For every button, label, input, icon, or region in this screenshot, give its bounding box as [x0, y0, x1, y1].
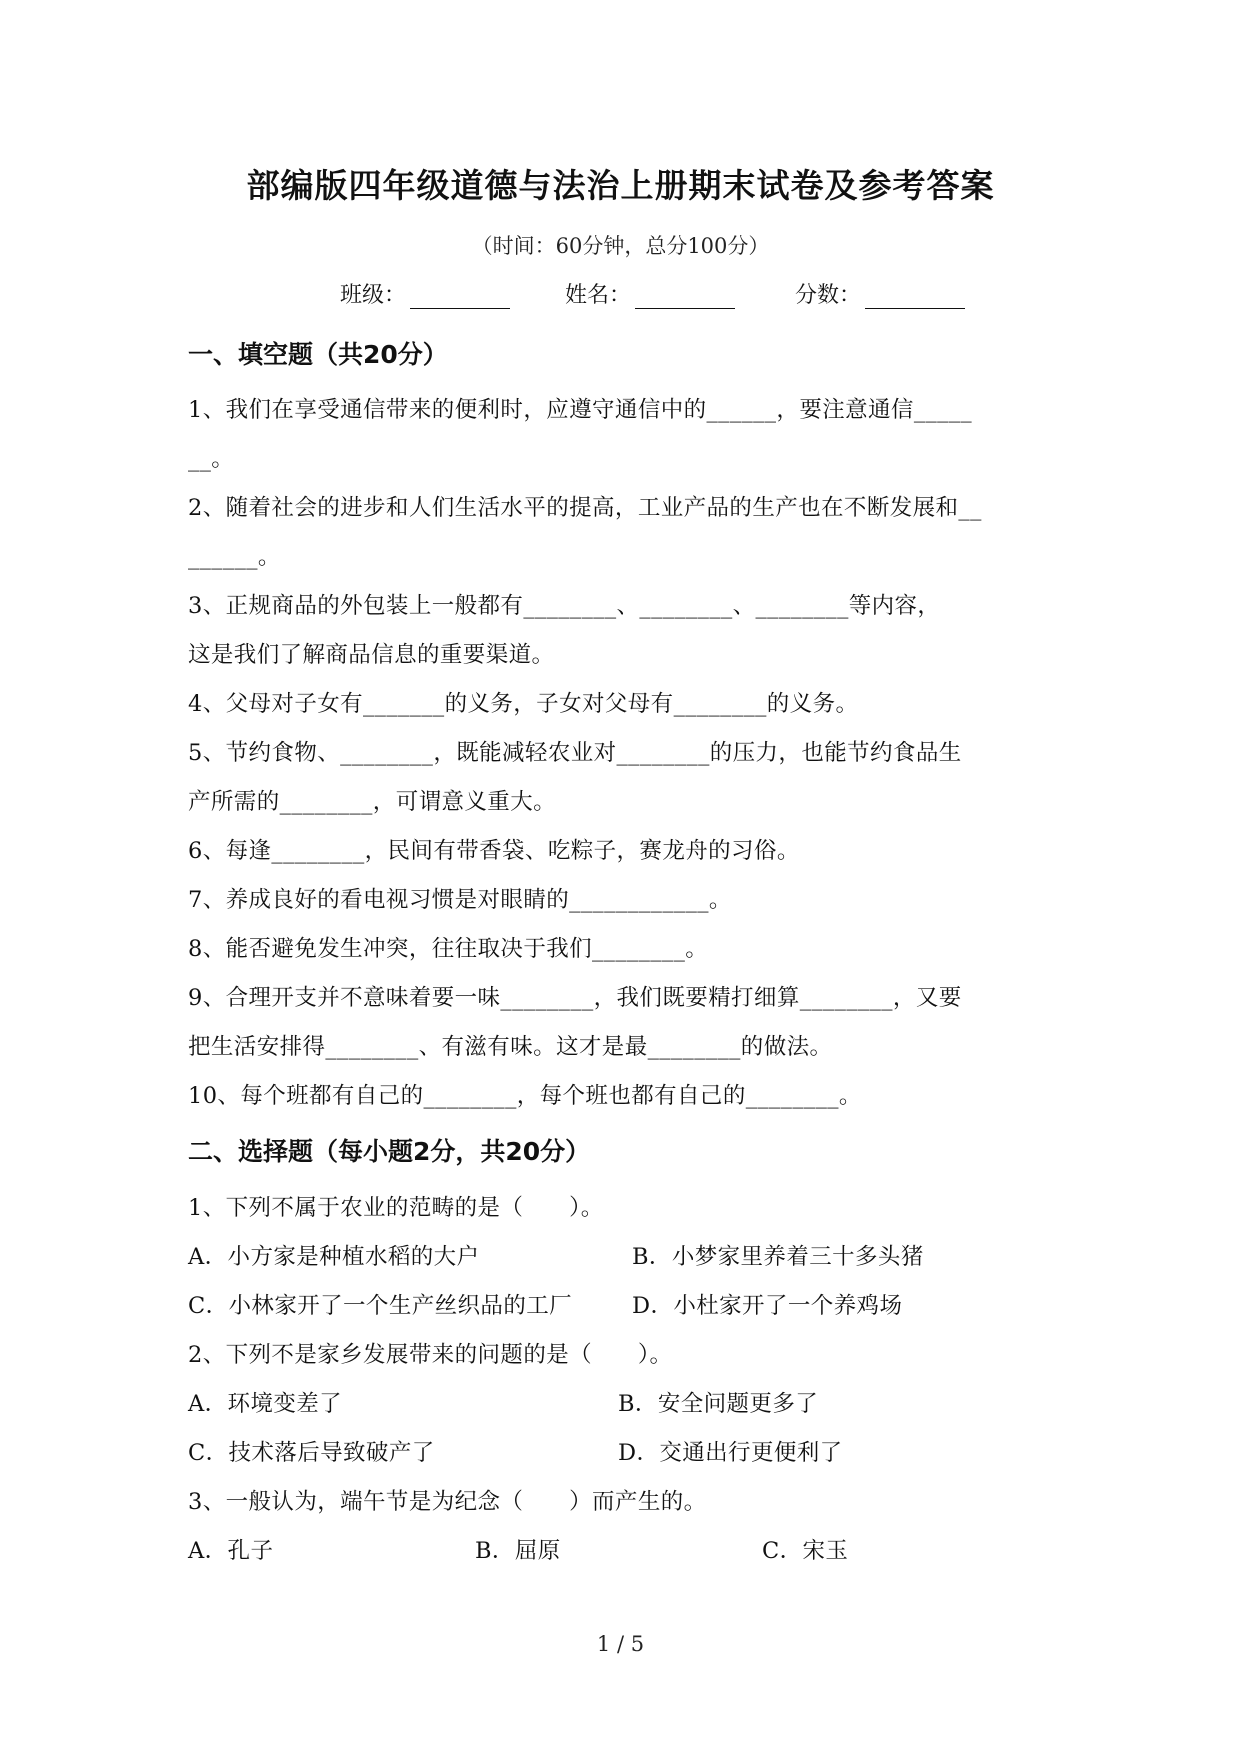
fill-question-line: 2、随着社会的进步和人们生活水平的提高，工业产品的生产也在不断发展和__: [188, 495, 982, 521]
q2-option-d: D．交通出行更便利了: [618, 1440, 843, 1466]
fill-question-line: 5、节约食物、________，既能减轻农业对________的压力，也能节约食品生: [188, 740, 962, 766]
q2-option-c: C．技术落后导致破产了: [188, 1440, 435, 1466]
score-blank: [865, 286, 965, 309]
q3-option-a: A．孔子: [188, 1538, 274, 1564]
score-field: [795, 278, 965, 309]
score-label: 分数：: [795, 283, 862, 308]
q3-option-c: C．宋玉: [762, 1538, 849, 1564]
fill-question-line: 10、每个班都有自己的________，每个班也都有自己的________。: [188, 1083, 862, 1109]
fill-question-line: 把生活安排得________、有滋有味。这才是最________的做法。: [188, 1034, 833, 1060]
q1-option-c: C．小林家开了一个生产丝织品的工厂: [188, 1293, 573, 1319]
fill-question-line: 这是我们了解商品信息的重要渠道。: [188, 642, 555, 668]
name-blank: [635, 286, 735, 309]
choice-question-3: 3、一般认为，端午节是为纪念（ ）而产生的。: [188, 1489, 707, 1515]
fill-question-line: __。: [188, 446, 235, 472]
fill-question-line: 8、能否避免发生冲突，往往取决于我们________。: [188, 936, 709, 962]
section-heading-fill-blank: 一、填空题（共20分）: [188, 340, 448, 369]
name-label: 姓名：: [565, 283, 632, 308]
class-field: [340, 278, 510, 309]
q1-option-b: B．小梦家里养着三十多头猪: [632, 1244, 924, 1270]
page-number: 1 / 5: [596, 1632, 645, 1656]
choice-question-2: 2、下列不是家乡发展带来的问题的是（ ）。: [188, 1342, 673, 1368]
name-field: [565, 278, 735, 309]
q1-option-a: A．小方家是种植水稻的大户: [188, 1244, 480, 1270]
class-label: 班级：: [340, 283, 407, 308]
page-title: 部编版四年级道德与法治上册期末试卷及参考答案: [246, 166, 995, 205]
fill-question-line: 9、合理开支并不意味着要一味________，我们既要精打细算________，又要: [188, 985, 962, 1011]
exam-time-note: （时间：60分钟，总分100分）: [471, 234, 770, 258]
fill-question-line: 产所需的________，可谓意义重大。: [188, 789, 557, 815]
fill-question-line: 4、父母对子女有_______的义务，子女对父母有________的义务。: [188, 691, 859, 717]
choice-question-1: 1、下列不属于农业的范畴的是（ ）。: [188, 1195, 604, 1221]
fill-question-line: ______。: [188, 544, 281, 570]
q2-option-b: B．安全问题更多了: [618, 1391, 819, 1417]
q3-option-b: B．屈原: [475, 1538, 561, 1564]
class-blank: [410, 286, 510, 309]
fill-question-line: 1、我们在享受通信带来的便利时，应遵守通信中的______，要注意通信_____: [188, 397, 973, 423]
q1-option-d: D．小杜家开了一个养鸡场: [632, 1293, 903, 1319]
section-heading-multiple-choice: 二、选择题（每小题2分，共20分）: [188, 1137, 591, 1166]
fill-question-line: 7、养成良好的看电视习惯是对眼睛的____________。: [188, 887, 732, 913]
fill-question-line: 6、每逢________，民间有带香袋、吃粽子，赛龙舟的习俗。: [188, 838, 800, 864]
q2-option-a: A．环境变差了: [188, 1391, 343, 1417]
fill-question-line: 3、正规商品的外包装上一般都有________、________、________等内容，: [188, 593, 941, 619]
